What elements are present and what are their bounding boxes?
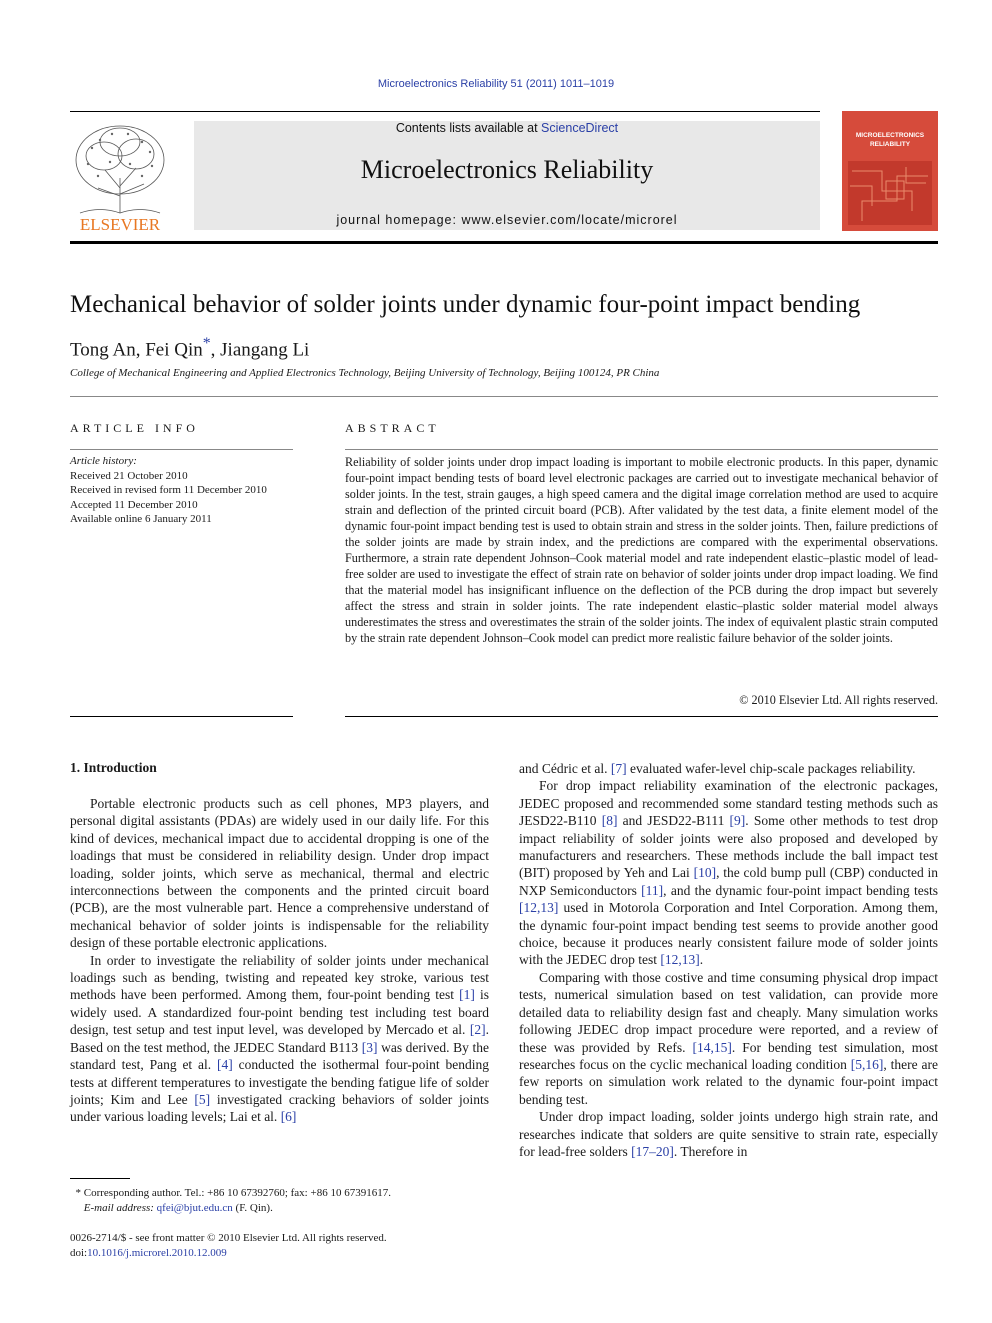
author-list <box>70 335 309 361</box>
header-rule <box>70 111 820 112</box>
journal-cover-thumbnail[interactable] <box>842 111 938 231</box>
article-info-rule <box>70 449 293 450</box>
elsevier-wordmark: ELSEVIER <box>79 215 161 234</box>
footnote-rule <box>70 1178 130 1179</box>
history-online: Available online 6 January 2011 <box>70 513 212 526</box>
citation-link[interactable]: [12,13] <box>660 952 700 968</box>
citation-link[interactable]: [2] <box>469 1022 486 1038</box>
footnote-corresponding: * Corresponding author. Tel.: +86 10 67392760; fax: +86 10 67391617. <box>75 1187 391 1199</box>
history-received: Received 21 October 2010 <box>70 469 188 482</box>
cover-circuit-graphic <box>842 111 938 231</box>
elsevier-tree-logo <box>70 118 170 234</box>
doi-link[interactable]: 10.1016/j.microrel.2010.12.009 <box>87 1246 227 1259</box>
body-right-column <box>519 760 938 1160</box>
citation-link[interactable]: [17–20] <box>631 1143 674 1159</box>
issn-line: 0026-2714/$ - see front matter © 2010 Elsevier Ltd. All rights reserved. <box>70 1232 387 1244</box>
footnote-email: E-mail address: qfei@bjut.edu.cn (F. Qin). <box>83 1201 273 1214</box>
citation-link[interactable]: [5,16] <box>850 1056 884 1072</box>
citation-link[interactable]: [9] <box>729 813 746 829</box>
contents-line <box>194 121 820 135</box>
abstract-text: Reliability of solder joints under drop impact loading is important to mobile electronic products. In this paper, dynamic four-point impact bending tests of board level electronic packages are carried out to investigate mechanical behavior of solder joints. In the test, strain gauges, a high speed camera and the digital image correlation method are used to acquire strain and deflection of the printed circuit board (PCB). After validated by the test data, a finite element model of the dynamic four-point impact bending test is used to obtain strain and stress in the solder joints. Then, failure predictions of the solder joints are made by strain index, and the predictions are compared with the experimental observations. Furthermore, a strain rate dependent Johnson–Cook material model and rate independent elastic–plastic model of lead-free solder are used to investigate the effect of strain rate on behavior of solder joints under drop impact loading. We find that the material model has insignificant influence on the deflection of the PCB during the drop impact but severely affect the stress and strain in solder joints. The rate independent elastic–plastic solder material model always underestimates the stress and overestimates the strain of the solder joints. The index of equivalent plastic strain computed by the strain rate dependent Johnson–Cook model can predict more realistic failure behavior of the solder joints. <box>345 455 938 645</box>
journal-title: Microelectronics Reliability <box>360 155 654 184</box>
cover-title: MICROELECTRONICS RELIABILITY <box>855 132 925 148</box>
paragraph: Portable electronic products such as cell phones, MP3 players, and personal digital assistants (PDAs) are widely used in our daily life. For this kind of devices, mechanical impact due to accidental dropping is one of the loadings that must be considered in reliability design. Under drop impact loading, solder joints, which serve as mechanical, thermal and electric interconnections between the components and the printed circuit board (PCB), are the most vulnerable part. Hence a comprehensive understand of mechanical behavior of solder joints is indispensable for the reliability design of these portable electronic applications. <box>70 796 489 951</box>
journal-homepage[interactable]: journal homepage: www.elsevier.com/locate/microrel <box>336 213 678 227</box>
citation-link[interactable]: [11] <box>641 882 664 898</box>
abstract-rule <box>345 449 938 450</box>
citation-link[interactable]: [8] <box>601 813 618 829</box>
paragraph: In order to investigate the reliability of solder joints under mechanical loadings such as bending, twisting and repeated key stroke, various test methods have been performed. Among them, four-point bending test [1] is widely used. A standardized four-point bending test including test board design, test setup and test input level, was developed by Mercado et al. [2]. Based on the test method, the JEDEC Standard B113 [3] was derived. By the standard test, Pang et al. [4] conducted the isothermal four-point bending tests at different temperatures to investigate the bending fatigue life of solder joints; Kim and Lee [5] investigated cracking behaviors of solder joints under various loading levels; Lai et al. [6] <box>70 952 490 1125</box>
copyright-notice: © 2010 Elsevier Ltd. All rights reserved. <box>739 693 938 707</box>
article-title: Mechanical behavior of solder joints under dynamic four-point impact bending <box>70 291 861 318</box>
body-left-column <box>70 795 489 1126</box>
journal-citation[interactable]: Microelectronics Reliability 51 (2011) 1011–1019 <box>377 78 615 90</box>
footnote-mark: * <box>75 1187 81 1199</box>
authors-secondary: , Jiangang Li <box>210 339 310 361</box>
citation-link[interactable]: [6] <box>280 1109 297 1125</box>
citation-link[interactable]: [14,15] <box>692 1039 732 1055</box>
citation-link[interactable]: [12,13] <box>519 900 559 916</box>
history-heading: Article history: <box>70 455 137 467</box>
paragraph: Under drop impact loading, solder joints undergo high strain rate, and researches indicate that solders are quite sensitive to strain rate, especially for lead-free solders [17–20]. Therefore in <box>519 1109 938 1159</box>
section-heading-introduction: 1. Introduction <box>70 760 157 775</box>
sciencedirect-link[interactable]: ScienceDirect <box>541 121 619 135</box>
citation-link[interactable]: [3] <box>361 1039 378 1055</box>
article-history <box>70 454 267 527</box>
article-info-bottom-rule <box>70 716 293 717</box>
footnote <box>70 1186 391 1215</box>
paragraph: and Cédric et al. [7] evaluated wafer-level chip-scale packages reliability. <box>519 761 916 776</box>
paragraph: For drop impact reliability examination of the electronic packages, JEDEC proposed and recommended some standard testing methods such as JESD22-B110 [8] and JESD22-B111 [9]. Some other methods to test drop impact reliability of solder joints were also proposed and developed by manufacturers and researchers. These methods include the ball impact test (BIT) proposed by Yeh and Lai [10], the cold bump pull (CBP) conducted in NXP Semiconductors [11], and the dynamic four-point impact bending tests [12,13] used in Motorola Corporation and Intel Corporation. Among them, the dynamic four-point impact bending test seems to provide another good choice, because it produces nearly consistent failure mode of solder joints with the JEDEC drop test [12,13]. <box>519 778 938 968</box>
paragraph: Comparing with those costive and time consuming physical drop impact tests, numerical simulation based on test validation, can provide more detailed data to reliability design fast and cheaply. Many simulation works following JEDEC drop impact procedure were reported, and a review of these was provided by Refs. [14,15]. For bending test simulation, most researches focus on the cyclic mechanical loading condition [5,16], there are few reports on simulation work related to the dynamic four-point impact bending test. <box>519 969 938 1107</box>
doi-line: doi:10.1016/j.microrel.2010.12.009 <box>70 1246 227 1259</box>
article-info-heading: ARTICLE INFO <box>70 421 199 435</box>
abstract-heading: ABSTRACT <box>345 421 440 435</box>
affiliation: College of Mechanical Engineering and Applied Electronics Technology, Beijing University of Technology, Beijing 100124, PR China <box>70 367 660 379</box>
abstract-bottom-rule <box>345 716 938 717</box>
citation-link[interactable]: [4] <box>217 1057 233 1073</box>
citation-link[interactable]: [5] <box>194 1091 211 1107</box>
header-thick-rule <box>70 241 938 244</box>
email-link[interactable]: qfei@bjut.edu.cn <box>156 1201 233 1214</box>
page-footer <box>70 1231 387 1260</box>
history-accepted: Accepted 11 December 2010 <box>70 498 198 511</box>
corresponding-author-mark[interactable]: * <box>202 335 211 352</box>
citation-link[interactable]: [7] <box>610 761 627 776</box>
contents-prefix: Contents lists available at <box>395 121 542 135</box>
history-revised: Received in revised form 11 December 2010 <box>70 484 267 497</box>
citation-link[interactable]: [1] <box>459 987 475 1003</box>
citation-link[interactable]: [10] <box>693 865 717 881</box>
authors-primary: Tong An, Fei Qin <box>70 339 203 361</box>
title-separator <box>70 396 938 397</box>
